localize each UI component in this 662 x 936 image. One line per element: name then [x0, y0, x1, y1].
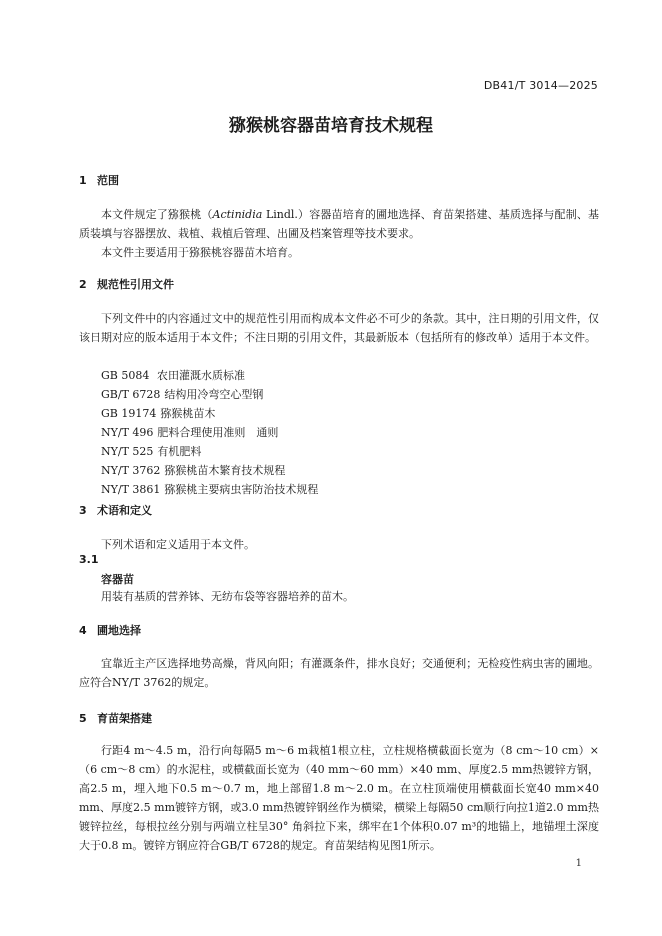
section-heading-nursery-site [79, 622, 141, 638]
term-number: 3.1 [79, 553, 99, 566]
document-title: 猕猴桃容器苗培育技术规程 [229, 116, 433, 136]
section-title: 术语和定义 [97, 504, 152, 517]
reference-name: 农田灌溉水质标准 [157, 369, 245, 382]
site-selection-paragraph: 宜靠近主产区选择地势高燥，背风向阳；有灌溉条件，排水良好；交通便利；无检疫性病虫害的圃地。应符合NY/T 3762的规定。 [79, 657, 599, 689]
section-title: 范围 [97, 174, 119, 187]
reference-item [101, 423, 278, 442]
page-number: 1 [575, 858, 582, 869]
section-number: 3 [79, 504, 87, 517]
reference-name: 猕猴桃苗木繁育技术规程 [164, 464, 286, 477]
section-title: 规范性引用文件 [97, 278, 174, 291]
reference-code: NY/T 3861 [101, 483, 161, 496]
reference-item [101, 442, 201, 461]
reference-item [101, 385, 263, 404]
section-heading-scope [79, 172, 119, 188]
reference-name: 结构用冷弯空心型钢 [164, 388, 264, 401]
section-title: 育苗架搭建 [97, 712, 152, 725]
reference-code: GB/T 6728 [101, 388, 161, 401]
scope-paragraph-1: 本文件规定了猕猴桃（Actinidia Lindl.）容器苗培育的圃地选择、育苗架搭建、基质选择与配制、基质装填与容器摆放、栽植、栽植后管理、出圃及档案管理等技术要求。 [79, 208, 600, 240]
frame-construction-paragraph: 行距4 m～4.5 m，沿行向每隔5 m～6 m栽植1根立柱，立柱规格横截面长宽为（8 cm～10 cm）×（6 cm～8 cm）的水泥柱，或横截面长宽为（40 mm～60 mm）×40 mm、厚度2.5 mm热镀锌方钢，高2.5 m，埋入地下0.5 m～0.7 m，地上部留1.8 m～2.0 m。在立柱顶端使用横截面长宽40 mm×40 mm、厚度2.5 mm镀锌方钢，或3.0 mm热镀锌钢丝作为横梁，横梁上每隔50 cm顺行向拉1道2.0 mm热镀锌拉丝，每根拉丝分别与两端立柱呈30° 角斜拉下来，绑牢在1个体积0.07 m³的地锚上，地锚埋土深度大于0.8 m。镀锌方钢应符合GB/T 6728的规定。育苗架结构见图1所示。 [79, 744, 599, 852]
reference-code: NY/T 3762 [101, 464, 161, 477]
reference-name: 有机肥料 [157, 445, 202, 458]
reference-item [101, 366, 245, 385]
section-heading-normative-references [79, 276, 174, 292]
section-number: 5 [79, 712, 87, 725]
section-heading-terms [79, 502, 152, 518]
term-definition: 用装有基质的营养钵、无纺布袋等容器培养的苗木。 [101, 590, 354, 603]
term-name: 容器苗 [101, 573, 134, 586]
standard-code: DB41/T 3014—2025 [483, 79, 598, 92]
reference-code: NY/T 496 [101, 426, 154, 439]
section-number: 1 [79, 174, 87, 187]
reference-code: GB 5084 [101, 369, 150, 382]
section-number: 2 [79, 278, 87, 291]
reference-code: GB 19174 [101, 407, 157, 420]
reference-item [101, 461, 285, 480]
reference-name: 肥料合理使用准则 通则 [157, 426, 279, 439]
reference-name: 猕猴桃苗木 [160, 407, 216, 420]
section-heading-nursery-frame [79, 710, 152, 726]
reference-item [101, 404, 215, 423]
section-number: 4 [79, 624, 87, 637]
terms-intro-paragraph: 下列术语和定义适用于本文件。 [101, 538, 255, 551]
reference-item [101, 480, 318, 499]
references-intro-paragraph: 下列文件中的内容通过文中的规范性引用而构成本文件必不可少的条款。其中，注日期的引用文件，仅该日期对应的版本适用于本文件；不注日期的引用文件，其最新版本（包括所有的修改单）适用于本文件。 [79, 312, 599, 344]
scope-paragraph-2: 本文件主要适用于猕猴桃容器苗木培育。 [101, 246, 299, 259]
section-title: 圃地选择 [97, 624, 141, 637]
reference-name: 猕猴桃主要病虫害防治技术规程 [164, 483, 319, 496]
reference-code: NY/T 525 [101, 445, 154, 458]
